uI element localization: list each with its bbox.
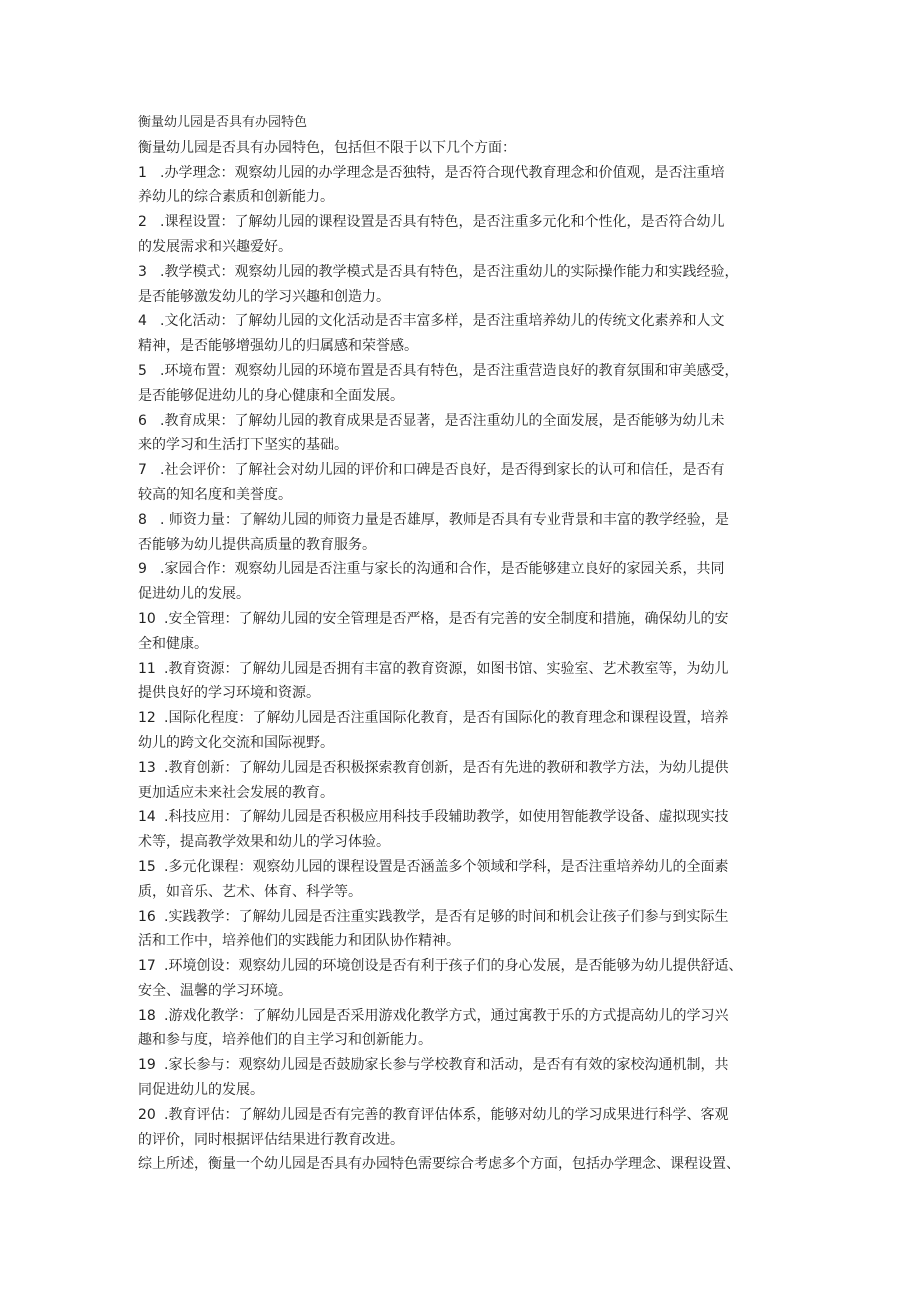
list-item-continuation: 同促进幼儿的发展。 [138, 1082, 264, 1099]
list-item [138, 706, 790, 731]
list-item [138, 805, 790, 830]
list-item-continuation: 较高的知名度和美誉度。 [138, 486, 292, 503]
list-item-text: . 师资力量：了解幼儿园的师资力量是否雄厚，教师是否具有专业背景和丰富的教学经验，是 [160, 511, 729, 528]
list-item-continuation: 是否能够促进幼儿的身心健康和全面发展。 [138, 387, 404, 404]
list-item-text: .教学模式：观察幼儿园的教学模式是否具有特色，是否注重幼儿的实际操作能力和实践经验， [160, 263, 739, 280]
list-item-text: .社会评价：了解社会对幼儿园的评价和口碑是否良好，是否得到家长的认可和信任，是否有 [160, 462, 725, 479]
list-item-number: 16 [138, 908, 156, 925]
list-item-text: .实践教学：了解幼儿园是否注重实践教学，是否有足够的时间和机会让孩子们参与到实际生 [164, 908, 729, 925]
list-item-number: 20 [138, 1106, 156, 1123]
list-item-number: 13 [138, 759, 156, 776]
list-item-number: 9 [138, 561, 147, 578]
list-item-number: 1 [138, 164, 147, 181]
list-item-text: .游戏化教学：了解幼儿园是否采用游戏化教学方式，通过寓教于乐的方式提高幼儿的学习兴 [164, 1007, 729, 1024]
list-item-text: .课程设置：了解幼儿园的课程设置是否具有特色，是否注重多元化和个性化，是否符合幼儿 [160, 214, 725, 231]
list-item-number: 12 [138, 710, 156, 727]
list-item-number: 10 [138, 610, 156, 627]
list-item [138, 210, 790, 235]
list-item [138, 756, 790, 781]
list-item [138, 657, 790, 682]
list-item-continuation: 全和健康。 [138, 635, 208, 652]
list-item-number: 7 [138, 462, 147, 479]
list-item-continuation: 否能够为幼儿提供高质量的教育服务。 [138, 536, 376, 553]
list-item [138, 359, 790, 384]
list-item [138, 1103, 790, 1128]
list-item-text: .教育资源：了解幼儿园是否拥有丰富的教育资源，如图书馆、实验室、艺术教室等，为幼儿 [164, 660, 729, 677]
list-item-text: .办学理念：观察幼儿园的办学理念是否独特，是否符合现代教育理念和价值观，是否注重培 [160, 164, 725, 181]
list-item-number: 3 [138, 263, 147, 280]
list-item-text: .安全管理：了解幼儿园的安全管理是否严格，是否有完善的安全制度和措施，确保幼儿的安 [164, 610, 729, 627]
list-item-number: 19 [138, 1057, 156, 1074]
list-item-continuation: 提供良好的学习环境和资源。 [138, 685, 320, 702]
list-item-continuation: 是否能够激发幼儿的学习兴趣和创造力。 [138, 288, 390, 305]
list-item-number: 4 [138, 313, 147, 330]
document-title: 衡量幼儿园是否具有办园特色 [138, 115, 308, 130]
list-item-text: .国际化程度：了解幼儿园是否注重国际化教育，是否有国际化的教育理念和课程设置，培养 [164, 710, 729, 727]
list-item-continuation: 的评价，同时根据评估结果进行教育改进。 [138, 1131, 404, 1148]
list-item-continuation: 精神，是否能够增强幼儿的归属感和荣誉感。 [138, 338, 418, 355]
list-item-number: 2 [138, 214, 147, 231]
document-conclusion: 综上所述，衡量一个幼儿园是否具有办园特色需要综合考虑多个方面，包括办学理念、课程设置、 [138, 1156, 740, 1173]
list-item-number: 17 [138, 958, 156, 975]
list-item-text: .家长参与：观察幼儿园是否鼓励家长参与学校教育和活动，是否有有效的家校沟通机制，共 [164, 1057, 729, 1074]
list-item-continuation: 趣和参与度，培养他们的自主学习和创新能力。 [138, 1032, 432, 1049]
list-item [138, 409, 790, 434]
list-item-continuation: 养幼儿的综合素质和创新能力。 [138, 189, 334, 206]
list-item-continuation: 术等，提高教学效果和幼儿的学习体验。 [138, 834, 390, 851]
list-item [138, 458, 790, 483]
list-item-continuation: 幼儿的跨文化交流和国际视野。 [138, 734, 334, 751]
list-item-continuation: 更加适应未来社会发展的教育。 [138, 784, 334, 801]
list-item-number: 11 [138, 660, 156, 677]
list-item [138, 309, 790, 334]
list-item-text: .环境布置：观察幼儿园的环境布置是否具有特色，是否注重营造良好的教育氛围和审美感受， [160, 362, 739, 379]
list-item [138, 1004, 790, 1029]
list-item [138, 1053, 790, 1078]
document-body [138, 111, 790, 1177]
list-item-continuation: 来的学习和生活打下坚实的基础。 [138, 437, 348, 454]
list-item-continuation: 安全、温馨的学习环境。 [138, 982, 292, 999]
list-item-text: .科技应用：了解幼儿园是否积极应用科技手段辅助教学，如使用智能教学设备、虚拟现实技 [164, 809, 729, 826]
criteria-list [138, 161, 790, 1153]
list-item-number: 8 [138, 511, 147, 528]
list-item [138, 557, 790, 582]
list-item-text: .教育成果：了解幼儿园的教育成果是否显著，是否注重幼儿的全面发展，是否能够为幼儿未 [160, 412, 725, 429]
list-item-text: .文化活动：了解幼儿园的文化活动是否丰富多样，是否注重培养幼儿的传统文化素养和人文 [160, 313, 725, 330]
list-item-number: 18 [138, 1007, 156, 1024]
list-item [138, 508, 790, 533]
list-item [138, 905, 790, 930]
list-item-text: .教育评估：了解幼儿园是否有完善的教育评估体系，能够对幼儿的学习成果进行科学、客观 [164, 1106, 729, 1123]
list-item-text: .多元化课程：观察幼儿园的课程设置是否涵盖多个领域和学科，是否注重培养幼儿的全面素 [164, 858, 729, 875]
list-item-text: .教育创新：了解幼儿园是否积极探索教育创新，是否有先进的教研和教学方法，为幼儿提供 [164, 759, 729, 776]
list-item [138, 607, 790, 632]
list-item-continuation: 活和工作中，培养他们的实践能力和团队协作精神。 [138, 933, 460, 950]
document-intro: 衡量幼儿园是否具有办园特色，包括但不限于以下几个方面： [138, 139, 516, 156]
list-item-text: .环境创设：观察幼儿园的环境创设是否有利于孩子们的身心发展，是否能够为幼儿提供舒适、 [164, 958, 743, 975]
list-item [138, 260, 790, 285]
list-item-continuation: 质，如音乐、艺术、体育、科学等。 [138, 883, 362, 900]
list-item [138, 855, 790, 880]
list-item-number: 5 [138, 362, 147, 379]
list-item [138, 954, 790, 979]
list-item-continuation: 促进幼儿的发展。 [138, 586, 250, 603]
list-item [138, 161, 790, 186]
list-item-text: .家园合作：观察幼儿园是否注重与家长的沟通和合作，是否能够建立良好的家园关系，共同 [160, 561, 725, 578]
list-item-continuation: 的发展需求和兴趣爱好。 [138, 238, 292, 255]
list-item-number: 6 [138, 412, 147, 429]
list-item-number: 14 [138, 809, 156, 826]
list-item-number: 15 [138, 858, 156, 875]
